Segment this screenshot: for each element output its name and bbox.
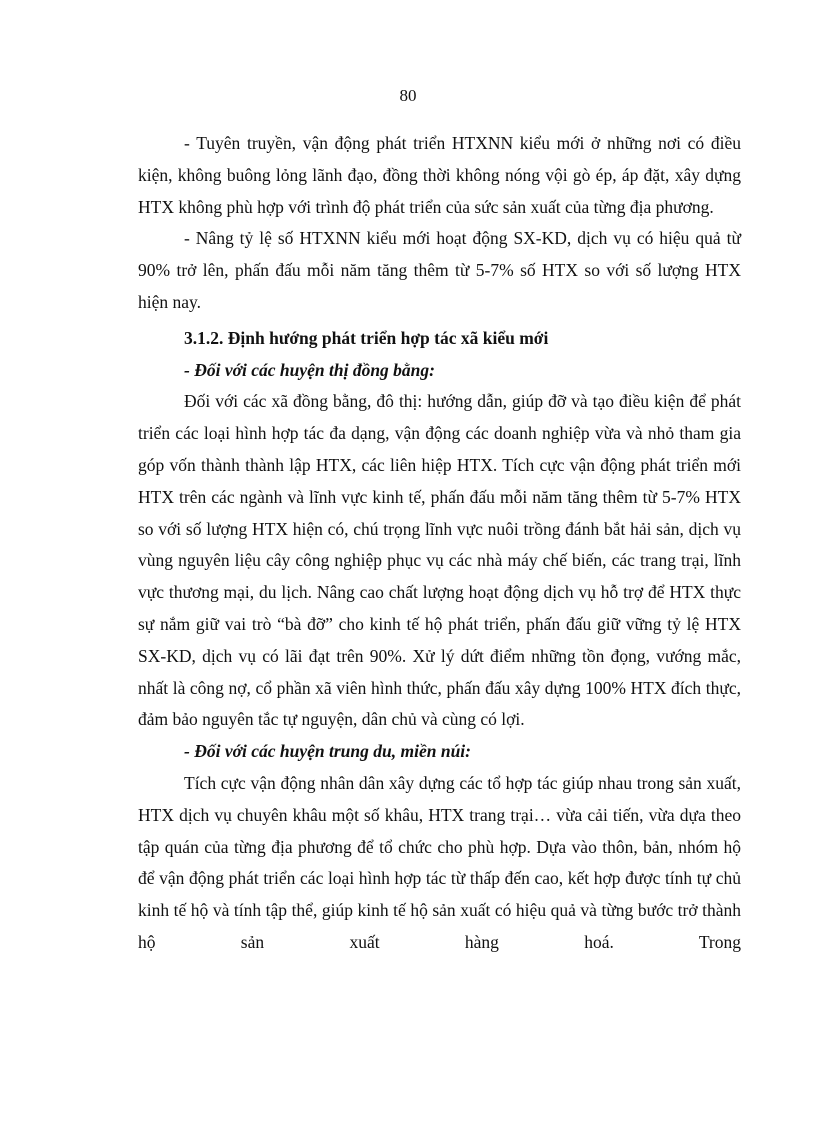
paragraph-ratio: - Nâng tỷ lệ số HTXNN kiểu mới hoạt động SX-KD, dịch vụ có hiệu quả từ 90% trở lên, phấn đấu mỗi năm tăng thêm từ 5-7% số HTX so với số lượng HTX hiện nay.: [138, 228, 741, 312]
page-number: 80: [399, 86, 417, 105]
subheading-midland: - Đối với các huyện trung du, miền núi:: [184, 741, 471, 762]
paragraph-delta: Đối với các xã đồng bằng, đô thị: hướng dẫn, giúp đỡ và tạo điều kiện để phát triển các loại hình hợp tác đa dạng, vận động các doanh nghiệp vừa và nhỏ tham gia góp vốn thành thành lập HTX, các liên hiệp HTX. Tích cực vận động phát triển mới HTX trên các ngành và lĩnh vực kinh tế, phấn đấu mỗi năm tăng thêm từ 5-7% HTX so với số lượng HTX hiện có, chú trọng lĩnh vực nuôi trồng đánh bắt hải sản, dịch vụ vùng nguyên liệu cây công nghiệp phục vụ các nhà máy chế biến, các trang trại, lĩnh vực thương mại, du lịch. Nâng cao chất lượng hoạt động dịch vụ hỗ trợ để HTX thực sự nắm giữ vai trò “bà đỡ” cho kinh tế hộ phát triển, phấn đấu giữ vững tỷ lệ HTX SX-KD, dịch vụ có lãi đạt trên 90%. Xử lý dứt điểm những tồn đọng, vướng mắc, nhất là công nợ, cổ phần xã viên hình thức, phấn đấu xây dựng 100% HTX đích thực, đảm bảo nguyên tắc tự nguyện, dân chủ và cùng có lợi.: [138, 391, 741, 730]
section-heading: 3.1.2. Định hướng phát triển hợp tác xã kiểu mới: [184, 327, 549, 348]
paragraph-midland: Tích cực vận động nhân dân xây dựng các tổ hợp tác giúp nhau trong sản xuất, HTX dịch vụ chuyên khâu một số khâu, HTX trang trại… vừa cải tiến, vừa dựa theo tập quán của từng địa phương để tổ chức cho phù hợp. Dựa vào thôn, bản, nhóm hộ để vận động phát triển các loại hình hợp tác từ thấp đến cao, kết hợp được tính tự chủ kinh tế hộ và tính tập thể, giúp kinh tế hộ sản xuất có hiệu quả và từng bước trở thành hộ sản xuất hàng hoá. Trong: [138, 772, 741, 952]
document-body: [138, 128, 741, 959]
paragraph-propaganda: - Tuyên truyền, vận động phát triển HTXNN kiểu mới ở những nơi có điều kiện, không buông lỏng lãnh đạo, đồng thời không nóng vội gò ép, áp đặt, xây dựng HTX không phù hợp với trình độ phát triển của sức sản xuất của từng địa phương.: [138, 133, 741, 217]
subheading-delta: - Đối với các huyện thị đồng bằng:: [184, 359, 435, 380]
